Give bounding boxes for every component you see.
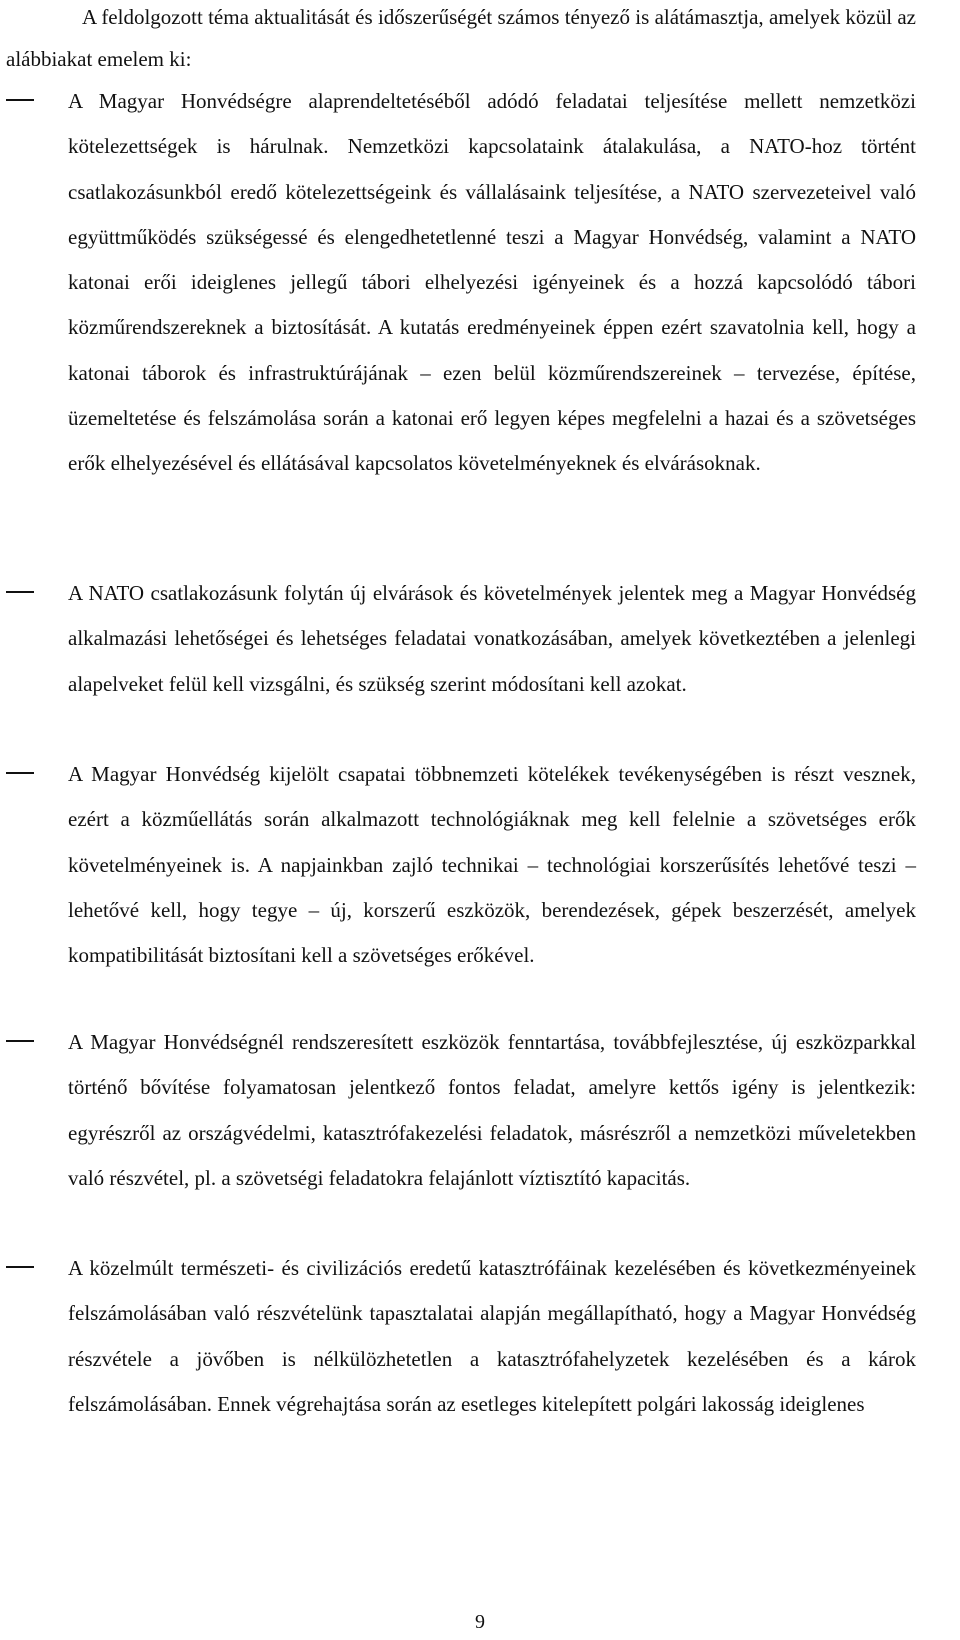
list-item <box>6 1246 916 1427</box>
list-item-text: A NATO csatlakozásunk folytán új elvárások és követelmények jelentek meg a Magyar Honvédség alkalmazási lehetőségei és lehetséges feladatai vonatkozásában, amelyek következtében a jelenlegi alapelveket felül kell vizsgálni, és szükség szerint módosítani kell azokat. <box>68 581 916 696</box>
list-item <box>6 571 916 707</box>
list-item-text: A Magyar Honvédségnél rendszeresített eszközök fenntartása, továbbfejlesztése, új eszközparkkal történő bővítése folyamatosan jelentkező fontos feladat, amelyre kettős igény is jelentkezik: egyrészről az országvédelmi, katasztrófakezelési feladatok, másrészről a nemzetközi műveletekben való részvétel, pl. a szövetségi feladatokra felajánlott víztisztító kapacitás. <box>68 1030 916 1190</box>
dash-bullet <box>6 1040 34 1042</box>
dash-bullet <box>6 772 34 774</box>
dash-bullet <box>6 1266 34 1268</box>
list-item-text: A közelmúlt természeti- és civilizációs eredetű katasztrófáinak kezelésében és következményeinek felszámolásában való részvételünk tapasztalatai alapján megállapítható, hogy a Magyar Honvédség részvétele a jövőben is nélkülözhetetlen a katasztrófahelyzetek kezelésében és a károk felszámolásában. Ennek végrehajtása során az esetleges kitelepített polgári lakosság ideiglenes <box>68 1256 916 1416</box>
page-number: 9 <box>475 1611 485 1633</box>
dash-bullet <box>6 99 34 101</box>
intro-paragraph: A feldolgozott téma aktualitását és időszerűségét számos tényező is alátámasztja, amelyek közül az alábbiakat emelem ki: <box>6 5 916 71</box>
list-item <box>6 752 916 978</box>
list-item <box>6 79 916 487</box>
list-item <box>6 1020 916 1201</box>
dash-bullet <box>6 591 34 593</box>
list-item-text: A Magyar Honvédségre alaprendeltetéséből adódó feladatai teljesítése mellett nemzetközi kötelezettségek is hárulnak. Nemzetközi kapcsolataink átalakulása, a NATO-hoz történt csatlakozásunkból eredő kötelezettségeink és vállalásaink teljesítése, a NATO szervezeteivel való együttműködés szükségessé és elengedhetetlenné teszi a Magyar Honvédség, valamint a NATO katonai erői ideiglenes jellegű tábori elhelyezési igényeinek és a hozzá kapcsolódó tábori közműrendszereknek a biztosítását. A kutatás eredményeinek éppen ezért szavatolnia kell, hogy a katonai táborok és infrastruktúrájának – ezen belül közműrendszereinek – tervezése, építése, üzemeltetése és felszámolása során a katonai erő legyen képes megfelelni a hazai és a szövetséges erők elhelyezésével és ellátásával kapcsolatos követelményeknek és elvárásoknak. <box>68 89 916 476</box>
list-item-text: A Magyar Honvédség kijelölt csapatai többnemzeti kötelékek tevékenységében is részt vesznek, ezért a közműellátás során alkalmazott technológiáknak meg kell felelnie a szövetséges erők követelményeinek is. A napjainkban zajló technikai – technológiai korszerűsítés lehetővé teszi – lehetővé kell, hogy tegye – új, korszerű eszközök, berendezések, gépek beszerzését, amelyek kompatibilitását biztosítani kell a szövetséges erőkével. <box>68 762 916 968</box>
